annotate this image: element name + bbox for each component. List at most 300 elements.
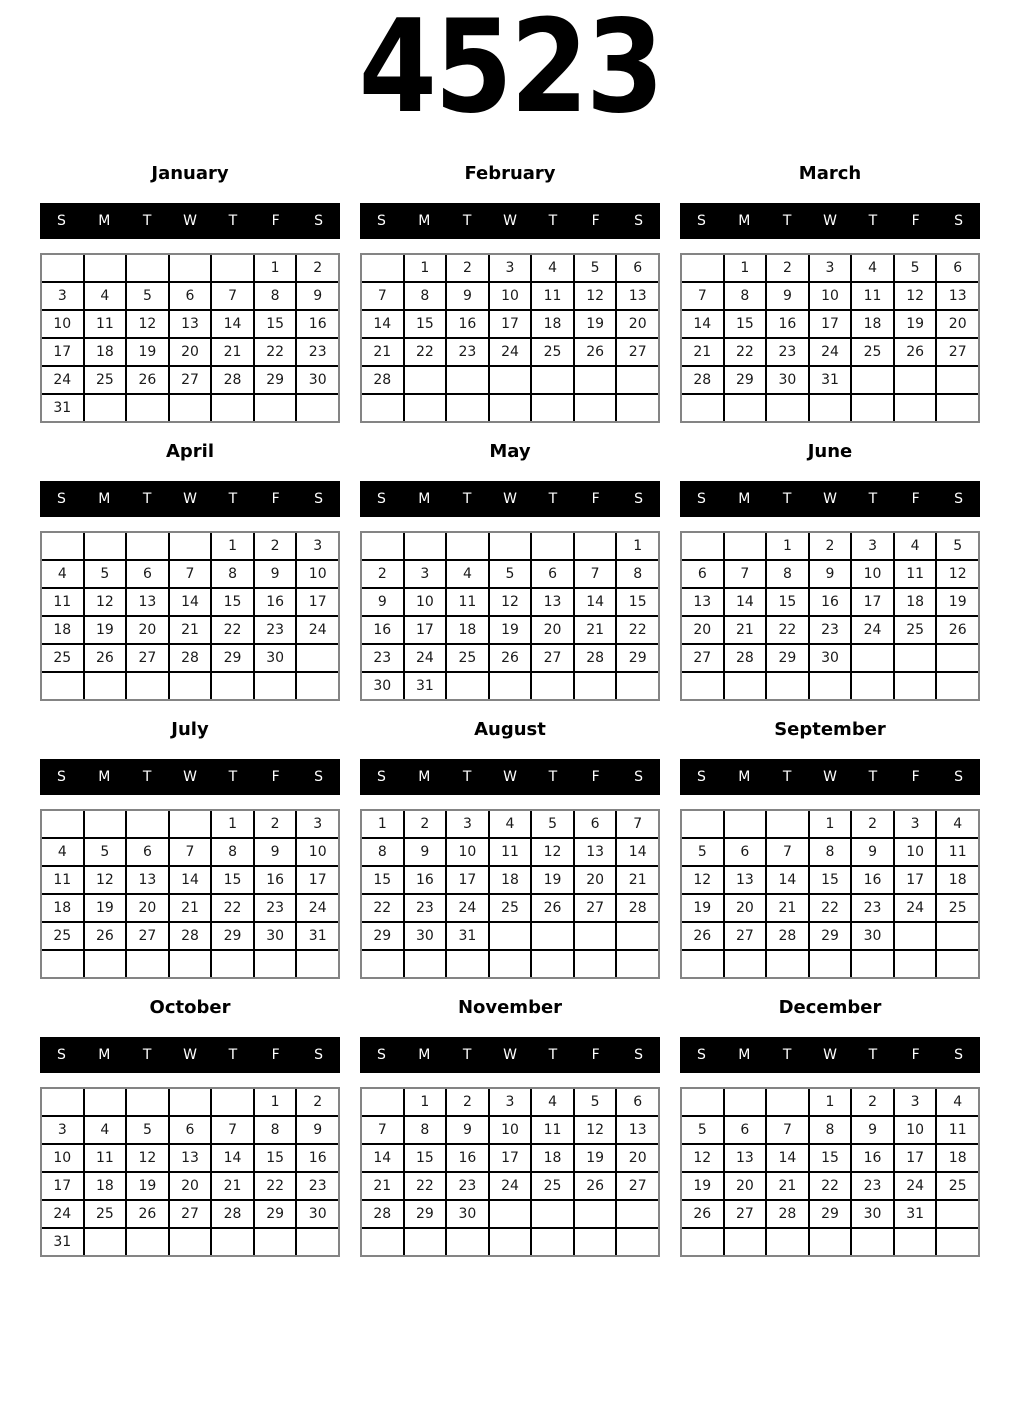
- weekday-label: S: [634, 1047, 644, 1063]
- weekday-label: T: [228, 769, 238, 785]
- day-cell: 3: [490, 1089, 531, 1115]
- empty-day-cell: [575, 367, 616, 393]
- empty-day-cell: [575, 533, 616, 559]
- day-cell: 31: [42, 395, 83, 421]
- day-cell: 20: [575, 867, 616, 893]
- day-cell: 4: [852, 255, 893, 281]
- empty-day-cell: [490, 951, 531, 977]
- empty-day-cell: [490, 395, 531, 421]
- empty-day-cell: [212, 673, 253, 699]
- empty-day-cell: [405, 395, 446, 421]
- day-cell: 15: [212, 867, 253, 893]
- empty-day-cell: [212, 951, 253, 977]
- day-cell: 26: [682, 923, 723, 949]
- day-cell: 7: [575, 561, 616, 587]
- day-cell: 3: [42, 1117, 83, 1143]
- day-cell: 14: [212, 311, 253, 337]
- day-cell: 5: [85, 561, 126, 587]
- weekday-label: W: [503, 491, 517, 507]
- day-cell: 26: [85, 645, 126, 671]
- day-cell: 15: [725, 311, 766, 337]
- weekday-label: W: [183, 491, 197, 507]
- empty-day-cell: [127, 1229, 168, 1255]
- day-cell: 20: [725, 895, 766, 921]
- empty-day-cell: [937, 1201, 978, 1227]
- weekday-label: F: [911, 769, 920, 785]
- weekday-label: T: [228, 213, 238, 229]
- day-cell: 11: [532, 283, 573, 309]
- day-cell: 24: [42, 1201, 83, 1227]
- weekday-label: F: [271, 213, 280, 229]
- day-cell: 25: [447, 645, 488, 671]
- day-cell: 19: [895, 311, 936, 337]
- day-cell: 8: [725, 283, 766, 309]
- weekday-label: S: [56, 213, 66, 229]
- day-cell: 18: [532, 311, 573, 337]
- day-cell: 3: [490, 255, 531, 281]
- weekday-label: S: [376, 769, 386, 785]
- empty-day-cell: [170, 811, 211, 837]
- empty-day-cell: [767, 1089, 808, 1115]
- day-cell: 19: [575, 1145, 616, 1171]
- weekday-label: F: [911, 213, 920, 229]
- day-cell: 20: [617, 311, 658, 337]
- day-cell: 6: [532, 561, 573, 587]
- day-cell: 5: [532, 811, 573, 837]
- empty-day-cell: [85, 811, 126, 837]
- day-cell: 18: [85, 1173, 126, 1199]
- day-cell: 15: [405, 311, 446, 337]
- empty-day-cell: [532, 923, 573, 949]
- day-cell: 1: [617, 533, 658, 559]
- day-cell: 18: [42, 895, 83, 921]
- day-cell: 15: [810, 867, 851, 893]
- empty-day-cell: [767, 395, 808, 421]
- day-cell: 25: [42, 645, 83, 671]
- day-cell: 28: [362, 1201, 403, 1227]
- day-cell: 8: [617, 561, 658, 587]
- day-cell: 5: [575, 255, 616, 281]
- day-cell: 13: [575, 839, 616, 865]
- day-cell: 29: [810, 923, 851, 949]
- day-cell: 22: [212, 617, 253, 643]
- month-block: [680, 997, 980, 1257]
- day-cell: 25: [85, 1201, 126, 1227]
- day-cell: 5: [682, 1117, 723, 1143]
- empty-day-cell: [212, 1089, 253, 1115]
- weekday-label: M: [738, 1047, 751, 1063]
- day-cell: 9: [447, 283, 488, 309]
- empty-day-cell: [42, 255, 83, 281]
- day-cell: 20: [127, 895, 168, 921]
- empty-day-cell: [362, 533, 403, 559]
- day-cell: 18: [42, 617, 83, 643]
- day-grid: [360, 531, 660, 701]
- day-cell: 16: [297, 1145, 338, 1171]
- day-cell: 4: [42, 561, 83, 587]
- weekday-label: T: [142, 213, 152, 229]
- month-title: September: [774, 719, 886, 740]
- day-cell: 6: [937, 255, 978, 281]
- empty-day-cell: [297, 395, 338, 421]
- day-cell: 4: [895, 533, 936, 559]
- weekday-label: W: [503, 1047, 517, 1063]
- weekday-label: F: [591, 769, 600, 785]
- weekday-label: M: [738, 769, 751, 785]
- empty-day-cell: [447, 951, 488, 977]
- day-cell: 13: [682, 589, 723, 615]
- day-grid: [680, 809, 980, 979]
- empty-day-cell: [767, 673, 808, 699]
- day-cell: 7: [170, 561, 211, 587]
- weekday-label: S: [634, 491, 644, 507]
- day-cell: 7: [212, 1117, 253, 1143]
- weekday-label: T: [142, 769, 152, 785]
- empty-day-cell: [85, 395, 126, 421]
- empty-day-cell: [85, 1089, 126, 1115]
- day-cell: 6: [170, 283, 211, 309]
- day-grid: [680, 1087, 980, 1257]
- day-cell: 2: [255, 811, 296, 837]
- day-cell: 3: [447, 811, 488, 837]
- day-cell: 20: [937, 311, 978, 337]
- day-cell: 14: [682, 311, 723, 337]
- empty-day-cell: [170, 1089, 211, 1115]
- month-title: August: [474, 719, 546, 740]
- empty-day-cell: [682, 811, 723, 837]
- weekday-label: S: [696, 1047, 706, 1063]
- weekday-label: T: [462, 1047, 472, 1063]
- day-grid: [360, 809, 660, 979]
- day-cell: 21: [617, 867, 658, 893]
- day-cell: 12: [532, 839, 573, 865]
- day-cell: 23: [255, 617, 296, 643]
- empty-day-cell: [170, 255, 211, 281]
- day-cell: 28: [767, 923, 808, 949]
- empty-day-cell: [937, 923, 978, 949]
- weekday-header-bar: [40, 203, 340, 239]
- empty-day-cell: [810, 951, 851, 977]
- day-cell: 19: [85, 895, 126, 921]
- day-cell: 5: [127, 1117, 168, 1143]
- empty-day-cell: [937, 673, 978, 699]
- empty-day-cell: [532, 673, 573, 699]
- month-block: [680, 719, 980, 979]
- day-cell: 4: [85, 1117, 126, 1143]
- empty-day-cell: [85, 673, 126, 699]
- weekday-label: T: [868, 1047, 878, 1063]
- day-cell: 9: [852, 839, 893, 865]
- day-cell: 21: [725, 617, 766, 643]
- day-cell: 11: [447, 589, 488, 615]
- day-cell: 14: [725, 589, 766, 615]
- day-cell: 12: [490, 589, 531, 615]
- weekday-header-bar: [680, 759, 980, 795]
- day-cell: 30: [297, 367, 338, 393]
- day-cell: 18: [895, 589, 936, 615]
- weekday-label: W: [823, 213, 837, 229]
- day-cell: 13: [532, 589, 573, 615]
- day-cell: 12: [575, 283, 616, 309]
- day-cell: 11: [490, 839, 531, 865]
- day-cell: 23: [297, 1173, 338, 1199]
- day-cell: 25: [937, 895, 978, 921]
- day-cell: 3: [810, 255, 851, 281]
- day-cell: 19: [682, 1173, 723, 1199]
- empty-day-cell: [255, 1229, 296, 1255]
- weekday-label: S: [314, 769, 324, 785]
- day-cell: 4: [447, 561, 488, 587]
- empty-day-cell: [127, 673, 168, 699]
- weekday-label: S: [634, 769, 644, 785]
- empty-day-cell: [617, 951, 658, 977]
- day-cell: 28: [575, 645, 616, 671]
- day-cell: 24: [42, 367, 83, 393]
- day-cell: 15: [405, 1145, 446, 1171]
- weekday-label: T: [142, 491, 152, 507]
- weekday-label: T: [142, 1047, 152, 1063]
- day-cell: 11: [937, 1117, 978, 1143]
- weekday-label: T: [462, 491, 472, 507]
- day-cell: 14: [170, 867, 211, 893]
- day-cell: 24: [297, 617, 338, 643]
- day-cell: 23: [362, 645, 403, 671]
- weekday-label: S: [376, 1047, 386, 1063]
- day-cell: 15: [810, 1145, 851, 1171]
- day-cell: 23: [852, 895, 893, 921]
- day-cell: 2: [297, 1089, 338, 1115]
- day-cell: 11: [42, 867, 83, 893]
- day-cell: 8: [810, 839, 851, 865]
- weekday-label: W: [183, 1047, 197, 1063]
- day-cell: 2: [405, 811, 446, 837]
- day-cell: 13: [170, 311, 211, 337]
- day-cell: 17: [490, 311, 531, 337]
- empty-day-cell: [617, 1229, 658, 1255]
- empty-day-cell: [895, 645, 936, 671]
- day-cell: 9: [852, 1117, 893, 1143]
- day-cell: 25: [532, 339, 573, 365]
- weekday-label: M: [98, 1047, 111, 1063]
- weekday-label: S: [696, 213, 706, 229]
- empty-day-cell: [212, 1229, 253, 1255]
- day-cell: 1: [810, 1089, 851, 1115]
- day-cell: 24: [810, 339, 851, 365]
- day-cell: 13: [170, 1145, 211, 1171]
- weekday-label: T: [228, 491, 238, 507]
- weekday-label: W: [183, 769, 197, 785]
- day-cell: 15: [767, 589, 808, 615]
- day-cell: 19: [127, 1173, 168, 1199]
- day-cell: 20: [532, 617, 573, 643]
- weekday-label: S: [954, 491, 964, 507]
- empty-day-cell: [127, 395, 168, 421]
- day-cell: 6: [682, 561, 723, 587]
- day-cell: 28: [617, 895, 658, 921]
- empty-day-cell: [255, 951, 296, 977]
- day-cell: 26: [575, 1173, 616, 1199]
- day-cell: 30: [767, 367, 808, 393]
- day-cell: 22: [767, 617, 808, 643]
- day-cell: 23: [447, 339, 488, 365]
- month-block: [360, 997, 660, 1257]
- day-cell: 26: [575, 339, 616, 365]
- day-cell: 6: [617, 1089, 658, 1115]
- day-cell: 25: [532, 1173, 573, 1199]
- day-cell: 30: [297, 1201, 338, 1227]
- day-cell: 19: [85, 617, 126, 643]
- empty-day-cell: [937, 645, 978, 671]
- month-block: [360, 441, 660, 701]
- month-block: [40, 441, 340, 701]
- month-block: [680, 441, 980, 701]
- day-cell: 3: [405, 561, 446, 587]
- day-cell: 1: [767, 533, 808, 559]
- day-cell: 31: [447, 923, 488, 949]
- day-cell: 9: [297, 283, 338, 309]
- day-cell: 22: [255, 1173, 296, 1199]
- day-cell: 15: [255, 311, 296, 337]
- day-cell: 1: [212, 533, 253, 559]
- day-cell: 16: [447, 1145, 488, 1171]
- day-cell: 29: [212, 645, 253, 671]
- day-grid: [680, 531, 980, 701]
- weekday-header-bar: [360, 203, 660, 239]
- empty-day-cell: [725, 1089, 766, 1115]
- day-cell: 8: [362, 839, 403, 865]
- empty-day-cell: [767, 811, 808, 837]
- day-cell: 24: [490, 339, 531, 365]
- month-block: [360, 163, 660, 423]
- day-cell: 16: [852, 867, 893, 893]
- day-cell: 22: [405, 339, 446, 365]
- day-cell: 2: [255, 533, 296, 559]
- day-cell: 9: [810, 561, 851, 587]
- empty-day-cell: [255, 673, 296, 699]
- empty-day-cell: [937, 367, 978, 393]
- day-cell: 17: [810, 311, 851, 337]
- empty-day-cell: [362, 395, 403, 421]
- day-cell: 26: [127, 1201, 168, 1227]
- empty-day-cell: [725, 673, 766, 699]
- weekday-label: W: [503, 769, 517, 785]
- weekday-header-bar: [360, 1037, 660, 1073]
- day-cell: 10: [42, 311, 83, 337]
- day-cell: 22: [617, 617, 658, 643]
- weekday-label: M: [418, 491, 431, 507]
- day-cell: 12: [682, 1145, 723, 1171]
- empty-day-cell: [490, 367, 531, 393]
- day-cell: 23: [810, 617, 851, 643]
- day-cell: 31: [810, 367, 851, 393]
- empty-day-cell: [852, 951, 893, 977]
- weekday-header-bar: [360, 481, 660, 517]
- day-cell: 28: [767, 1201, 808, 1227]
- day-cell: 15: [212, 589, 253, 615]
- day-cell: 13: [725, 1145, 766, 1171]
- day-cell: 21: [170, 617, 211, 643]
- empty-day-cell: [447, 1229, 488, 1255]
- day-cell: 18: [85, 339, 126, 365]
- day-cell: 14: [362, 1145, 403, 1171]
- day-cell: 21: [767, 895, 808, 921]
- empty-day-cell: [447, 395, 488, 421]
- weekday-label: M: [98, 491, 111, 507]
- day-cell: 11: [85, 1145, 126, 1171]
- day-cell: 8: [810, 1117, 851, 1143]
- day-cell: 3: [297, 811, 338, 837]
- day-cell: 3: [895, 1089, 936, 1115]
- day-cell: 8: [767, 561, 808, 587]
- weekday-label: T: [782, 491, 792, 507]
- day-cell: 13: [937, 283, 978, 309]
- day-cell: 26: [895, 339, 936, 365]
- weekday-label: T: [548, 491, 558, 507]
- day-cell: 19: [532, 867, 573, 893]
- empty-day-cell: [575, 395, 616, 421]
- weekday-label: W: [183, 213, 197, 229]
- weekday-header-bar: [40, 759, 340, 795]
- empty-day-cell: [212, 255, 253, 281]
- empty-day-cell: [297, 951, 338, 977]
- day-cell: 6: [575, 811, 616, 837]
- day-cell: 8: [255, 1117, 296, 1143]
- empty-day-cell: [575, 951, 616, 977]
- day-grid: [40, 809, 340, 979]
- weekday-label: T: [868, 213, 878, 229]
- empty-day-cell: [405, 533, 446, 559]
- day-cell: 12: [127, 311, 168, 337]
- day-cell: 10: [447, 839, 488, 865]
- day-cell: 2: [852, 1089, 893, 1115]
- day-cell: 6: [725, 1117, 766, 1143]
- empty-day-cell: [255, 395, 296, 421]
- weekday-label: M: [738, 213, 751, 229]
- day-cell: 4: [937, 811, 978, 837]
- weekday-label: M: [98, 769, 111, 785]
- weekday-label: M: [98, 213, 111, 229]
- month-title: April: [165, 441, 215, 462]
- day-cell: 22: [212, 895, 253, 921]
- day-cell: 30: [405, 923, 446, 949]
- empty-day-cell: [447, 673, 488, 699]
- day-cell: 15: [362, 867, 403, 893]
- day-cell: 10: [490, 1117, 531, 1143]
- day-cell: 11: [532, 1117, 573, 1143]
- day-cell: 23: [405, 895, 446, 921]
- day-cell: 13: [127, 867, 168, 893]
- weekday-label: T: [868, 491, 878, 507]
- weekday-label: S: [376, 213, 386, 229]
- day-cell: 25: [895, 617, 936, 643]
- day-cell: 22: [255, 339, 296, 365]
- day-cell: 1: [725, 255, 766, 281]
- empty-day-cell: [447, 367, 488, 393]
- day-grid: [40, 1087, 340, 1257]
- month-block: [40, 719, 340, 979]
- day-cell: 18: [852, 311, 893, 337]
- day-cell: 20: [617, 1145, 658, 1171]
- day-cell: 15: [255, 1145, 296, 1171]
- day-grid: [360, 1087, 660, 1257]
- empty-day-cell: [617, 395, 658, 421]
- day-cell: 31: [895, 1201, 936, 1227]
- empty-day-cell: [127, 1089, 168, 1115]
- day-cell: 5: [682, 839, 723, 865]
- empty-day-cell: [937, 395, 978, 421]
- day-cell: 5: [937, 533, 978, 559]
- empty-day-cell: [405, 1229, 446, 1255]
